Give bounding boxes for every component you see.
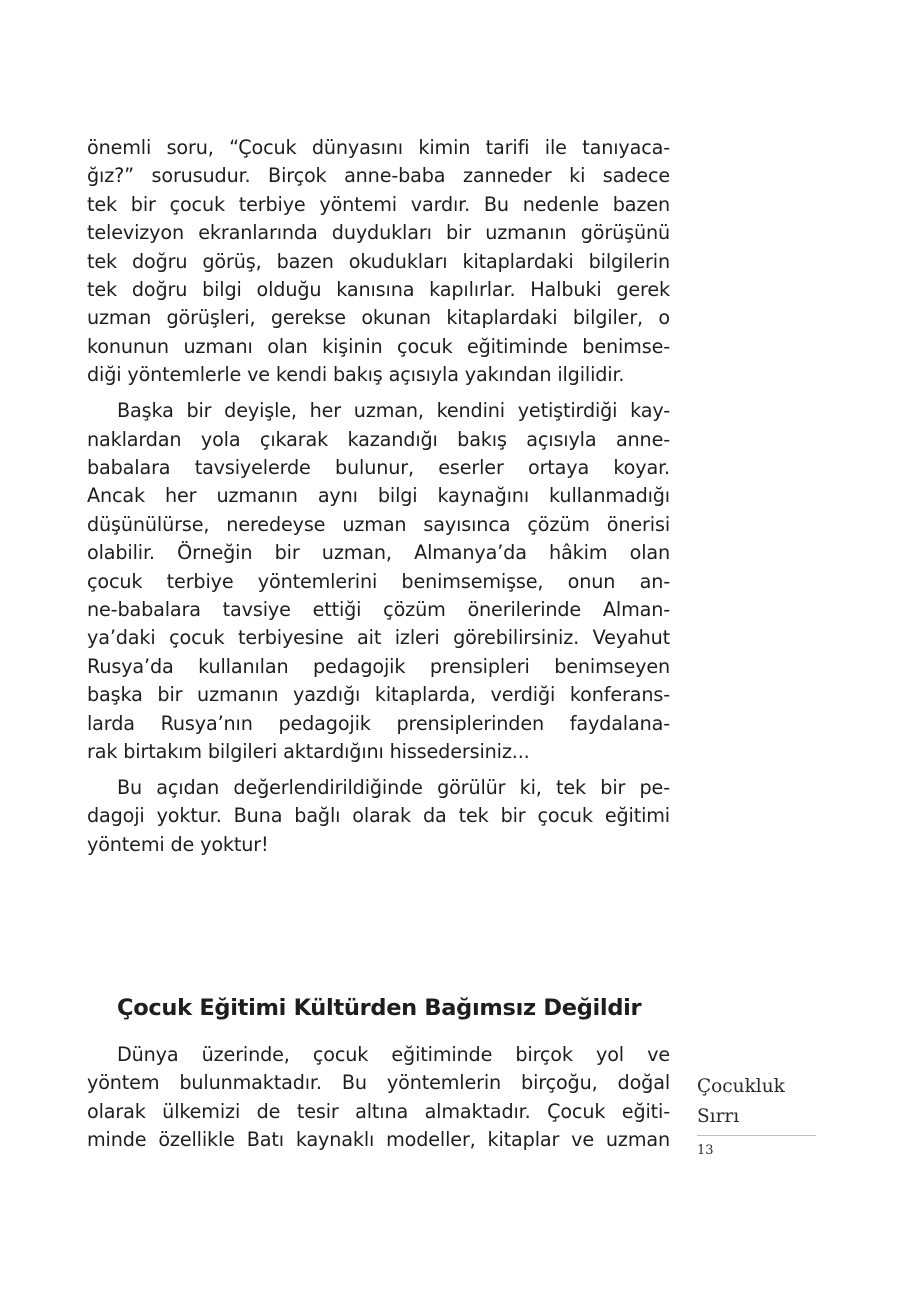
text-line: ya’daki çocuk terbiyesine ait izleri görebilirsiniz. Veyahut (87, 626, 670, 650)
paragraph (87, 774, 670, 859)
text-line: olabilir. Örneğin bir uzman, Almanya’da hâkim olan (87, 541, 670, 565)
body-text-column-continued (87, 1041, 670, 1155)
page-number: 13 (697, 1143, 714, 1158)
text-line: Başka bir deyişle, her uzman, kendini yetiştirdiği kay- (117, 399, 670, 423)
text-line: diği yöntemlerle ve kendi bakış açısıyla yakından ilgilidir. (87, 363, 625, 387)
text-line: minde özellikle Batı kaynaklı modeller, kitaplar ve uzman (87, 1128, 670, 1152)
paragraph (87, 397, 670, 766)
text-line: düşünülürse, neredeyse uzman sayısınca çözüm önerisi (87, 512, 670, 536)
text-line: yöntemi de yoktur! (87, 832, 269, 856)
text-line: televizyon ekranlarında duydukları bir uzmanın görüşünü (87, 221, 670, 245)
text-line: larda Rusya’nın pedagojik prensiplerinden faydalana- (87, 711, 670, 735)
text-line: Dünya üzerinde, çocuk eğitiminde birçok yol ve (117, 1043, 670, 1066)
text-line: naklardan yola çıkarak kazandığı bakış açısıyla anne- (87, 427, 670, 451)
body-text-column (87, 134, 670, 859)
text-line: yöntem bulunmaktadır. Bu yöntemlerin birçoğu, doğal (87, 1071, 670, 1095)
text-line: konunun uzmanı olan kişinin çocuk eğitiminde benimse- (87, 334, 670, 358)
text-line: ğız?” sorusudur. Birçok anne-baba zanneder ki sadece (87, 164, 670, 188)
running-title-line: Çocukluk (697, 1076, 785, 1097)
running-title-line: Sırrı (697, 1106, 740, 1127)
text-line: tek doğru bilgi olduğu kanısına kapılırlar. Halbuki gerek (87, 278, 670, 302)
text-line: çocuk terbiye yöntemlerini benimsemişse, onun an- (87, 569, 670, 593)
text-line: uzman görüşleri, gerekse okunan kitaplardaki bilgiler, o (87, 306, 670, 330)
text-line: dagoji yoktur. Buna bağlı olarak da tek bir çocuk eğitimi (87, 804, 670, 828)
text-line: babalara tavsiyelerde bulunur, eserler ortaya koyar. (87, 455, 670, 479)
text-line: Ancak her uzmanın aynı bilgi kaynağını kullanmadığı (87, 484, 670, 508)
text-line: Rusya’da kullanılan pedagojik prensipleri benimseyen (87, 654, 670, 678)
text-line: tek doğru görüş, bazen okudukları kitaplardaki bilgilerin (87, 249, 670, 273)
text-line: ne-babalara tavsiye ettiği çözüm önerilerinde Alman- (87, 598, 670, 621)
text-line: olarak ülkemizi de tesir altına almaktadır. Çocuk eğiti- (87, 1099, 670, 1123)
paragraph (87, 134, 670, 390)
running-book-title (697, 1072, 785, 1132)
running-title-divider (697, 1135, 816, 1136)
text-line: rak birtakım bilgileri aktardığını hissedersiniz... (87, 740, 530, 764)
paragraph (87, 1041, 670, 1155)
text-line: başka bir uzmanın yazdığı kitaplarda, verdiği konferans- (87, 683, 670, 707)
text-line: tek bir çocuk terbiye yöntemi vardır. Bu nedenle bazen (87, 192, 670, 216)
text-line: Bu açıdan değerlendirildiğinde görülür ki, tek bir pe- (117, 775, 670, 799)
section-heading: Çocuk Eğitimi Kültürden Bağımsız Değildir (117, 995, 642, 1021)
text-line: önemli soru, “Çocuk dünyasını kimin tarifi ile tanıyaca- (87, 136, 670, 159)
